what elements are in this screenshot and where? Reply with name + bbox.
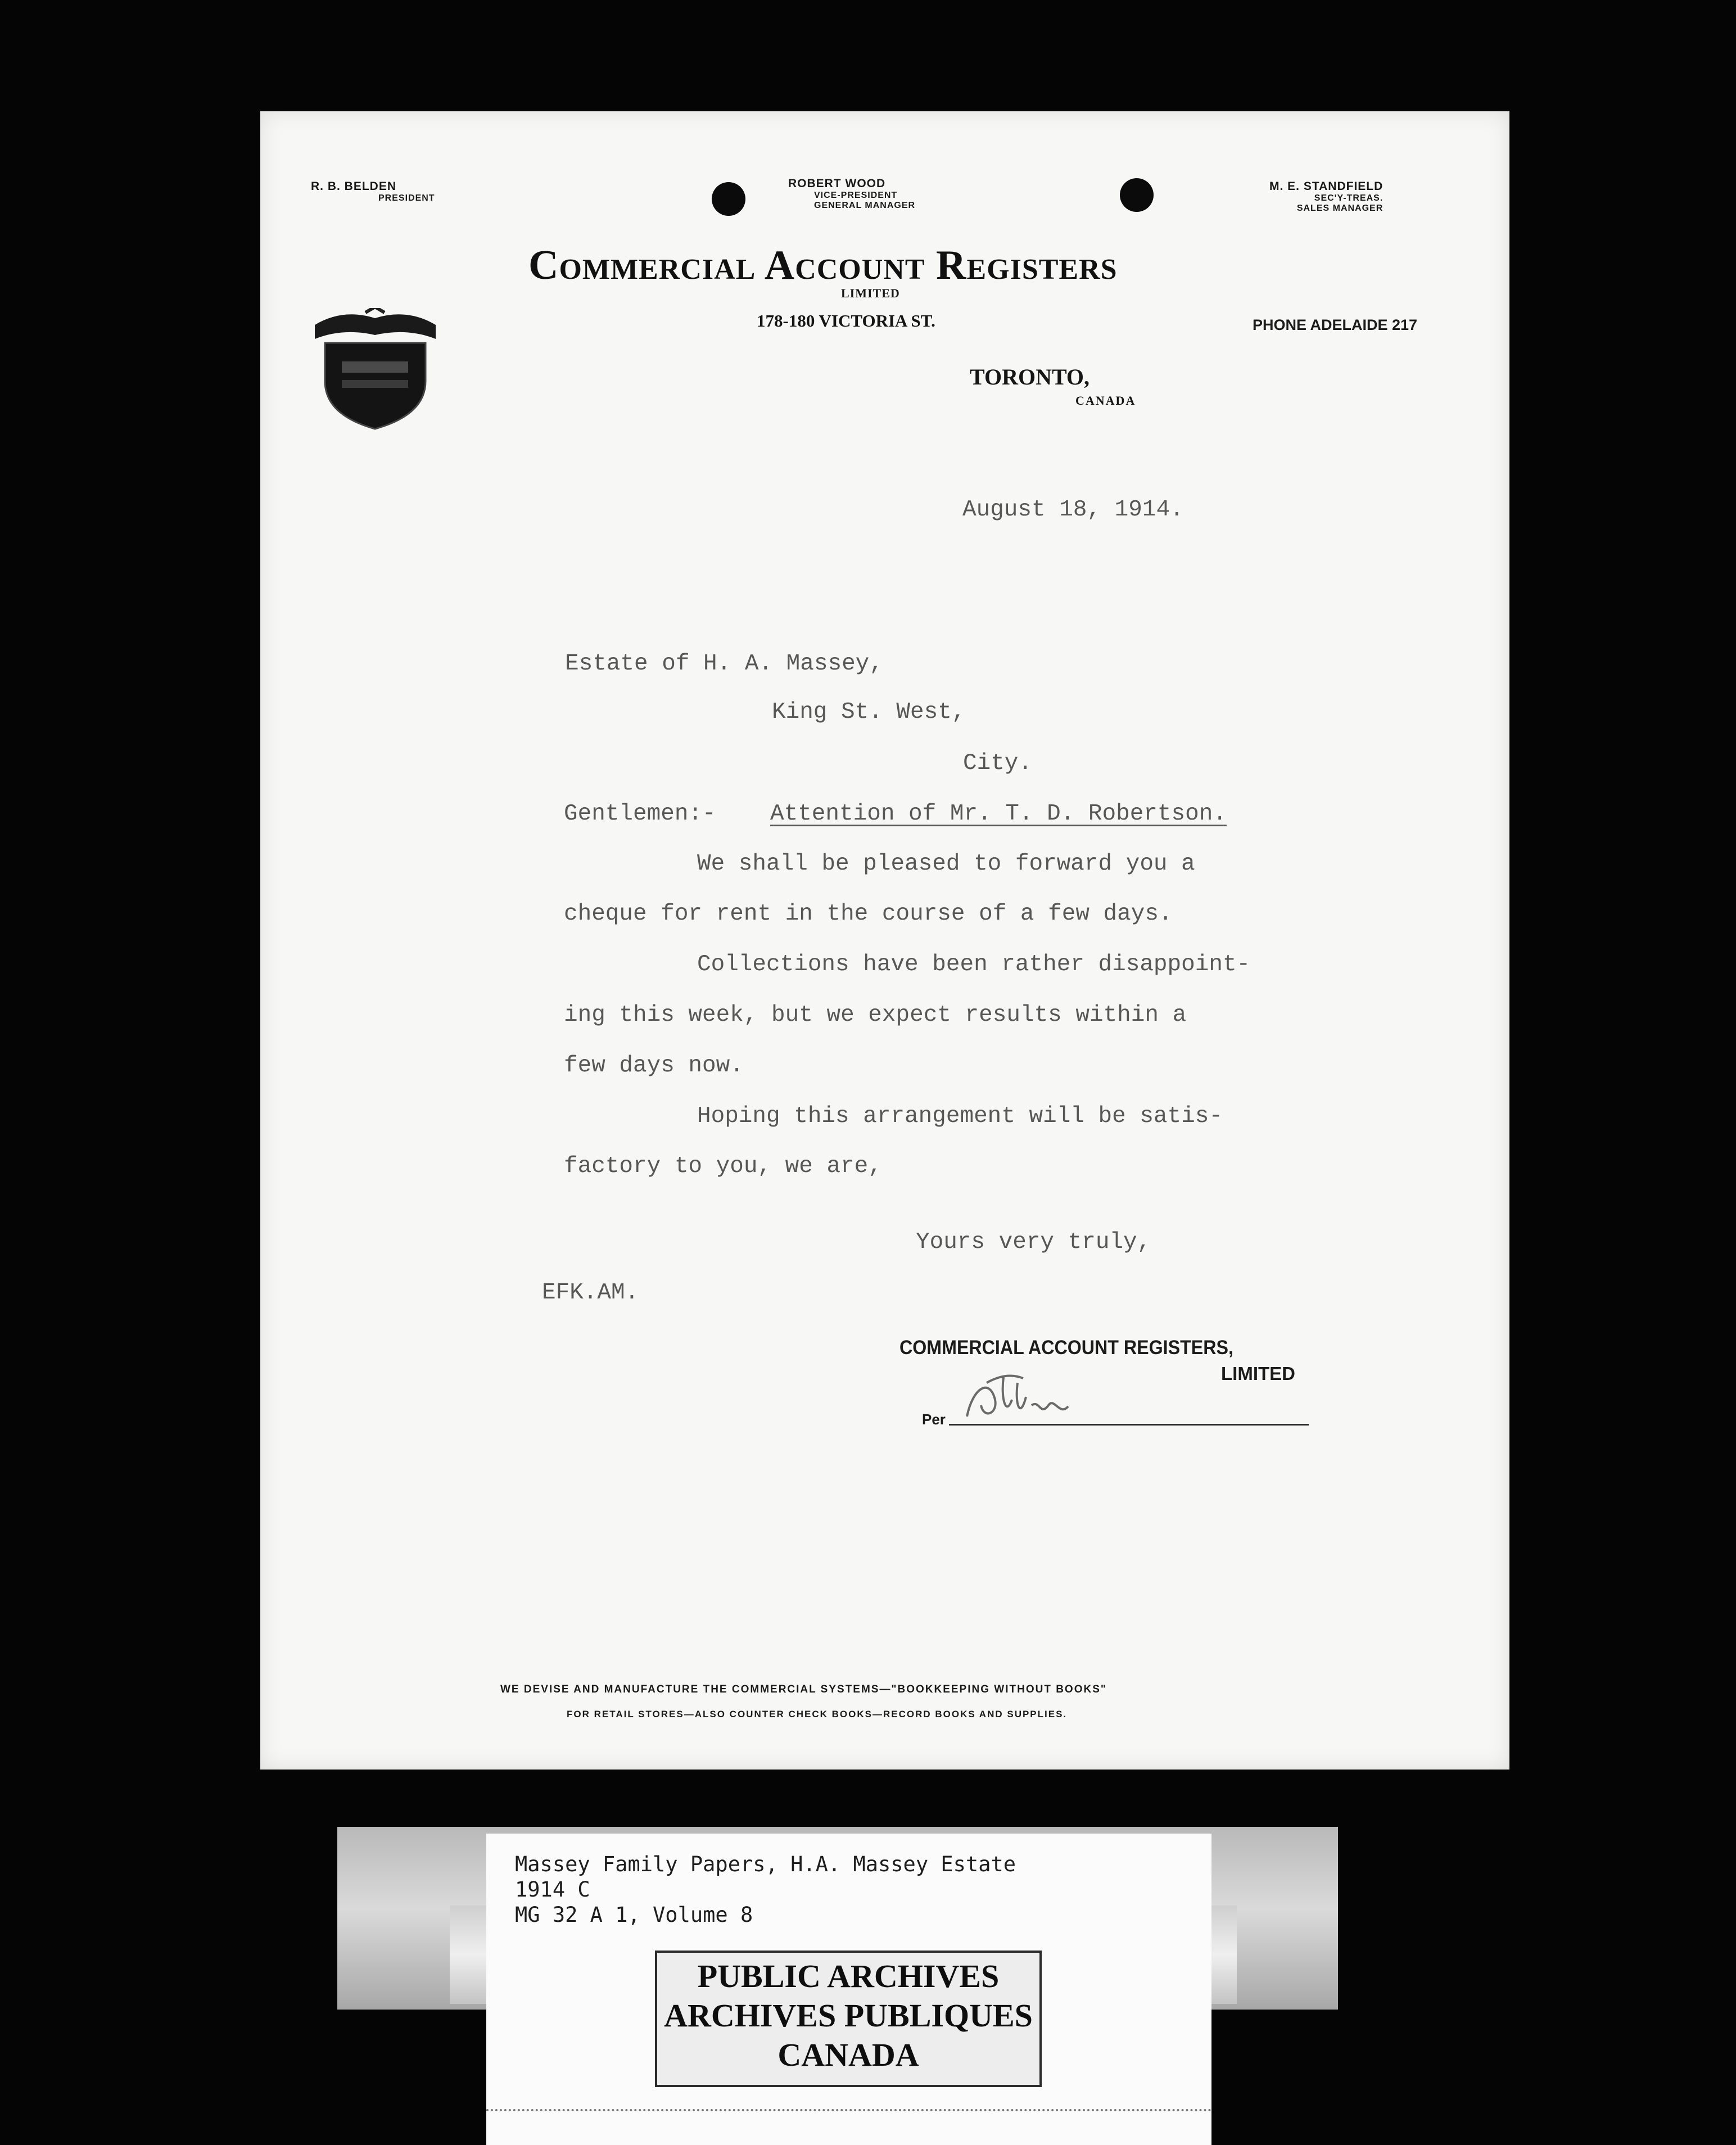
company-phone: PHONE ADELAIDE 217 [1253,316,1418,333]
addressee-line: City. [963,750,1033,776]
officer-name: ROBERT WOOD [788,177,886,190]
signature-company: COMMERCIAL ACCOUNT REGISTERS, [899,1337,1233,1359]
officer-vice-president [788,177,915,211]
letterhead-footer-line-1: WE DEVISE AND MANUFACTURE THE COMMERCIAL SYSTEMS—"BOOKKEEPING WITHOUT BOOKS" [500,1684,1107,1695]
label-torn-edge [486,2109,1211,2111]
letterhead-footer-line-2: FOR RETAIL STORES—ALSO COUNTER CHECK BOOKS—RECORD BOOKS AND SUPPLIES. [567,1709,1068,1719]
body-line: few days now. [564,1053,744,1079]
body-line: ing this week, but we expect results within a [564,1002,1187,1028]
archive-stamp-line: CANADA [777,2037,919,2073]
body-line: cheque for rent in the course of a few days. [564,901,1173,927]
officer-title-2: SALES MANAGER [1296,203,1384,213]
closing: Yours very truly, [916,1229,1151,1255]
company-country: CANADA [1075,393,1136,408]
crest-logo-icon [309,308,441,432]
addressee-line: Estate of H. A. Massey, [565,651,883,677]
officer-title: PRESIDENT [378,193,435,203]
signature-limited: LIMITED [1221,1363,1295,1384]
body-line: Collections have been rather disappoint- [697,952,1251,978]
officer-title: VICE-PRESIDENT [814,191,898,200]
archive-ref-line: Massey Family Papers, H.A. Massey Estate [515,1852,1016,1876]
letter-sheet [260,111,1509,1770]
body-line: Hoping this arrangement will be satis- [697,1103,1223,1129]
addressee-line: King St. West, [772,699,966,725]
attention-line: Attention of Mr. T. D. Robertson. [770,801,1227,827]
company-limited: LIMITED [841,286,900,300]
officer-secretary [1269,180,1383,214]
signature-per: Per [922,1411,946,1428]
archive-ref-line: 1914 C [515,1877,590,1902]
officer-title-2: GENERAL MANAGER [814,201,916,210]
officer-name: M. E. STANDFIELD [1269,180,1384,193]
salutation: Gentlemen:- [564,801,716,827]
officer-title: SEC'Y-TREAS. [1314,193,1384,203]
body-line: We shall be pleased to forward you a [697,851,1195,877]
body-line: factory to you, we are, [564,1153,882,1179]
punch-hole [712,182,745,216]
archive-stamp-line: ARCHIVES PUBLIQUES [664,1997,1033,2034]
letter-date: August 18, 1914. [962,497,1184,523]
handwritten-signature [956,1366,1102,1428]
company-city: TORONTO, [970,364,1090,390]
company-address: 178-180 VICTORIA ST. [757,311,935,331]
archive-ref-line: MG 32 A 1, Volume 8 [515,1903,753,1927]
company-name: Commercial Account Registers [528,242,1118,288]
officer-president [311,180,435,203]
officer-name: R. B. BELDEN [311,180,397,193]
typist-initials: EFK.AM. [542,1280,639,1306]
punch-hole [1120,178,1154,212]
archive-stamp [655,1951,1042,2087]
archive-stamp-line: PUBLIC ARCHIVES [697,1958,1000,1994]
